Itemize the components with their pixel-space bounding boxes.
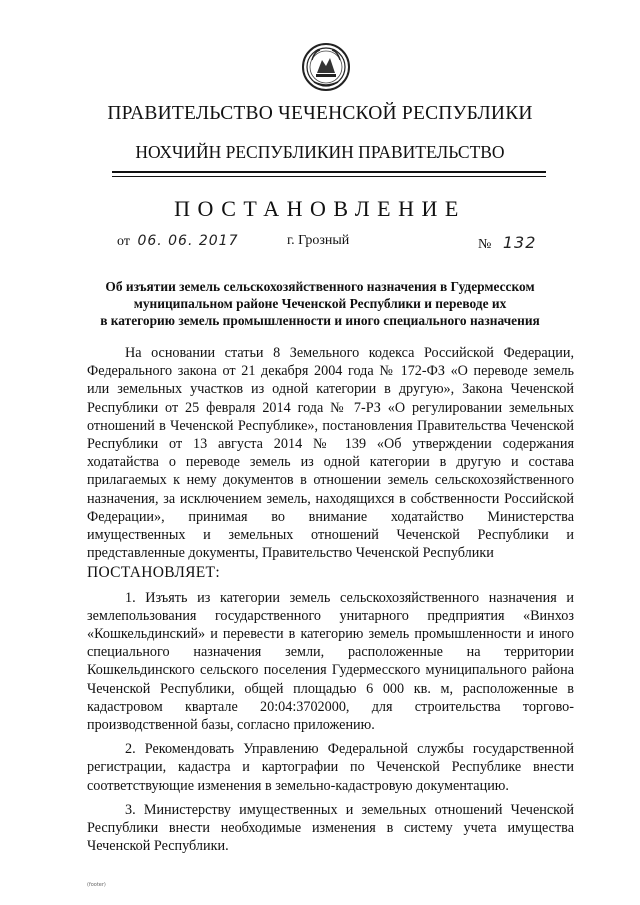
preamble-paragraph: На основании статьи 8 Земельного кодекса Российской Федерации, Федерального закона от 21 декабря 2004 года № 172-ФЗ «О переводе земель или земельных участков из одной категории в другую», Закона Чеченской Республики от 25 февраля 2014 года № 7-РЗ «О регулировании земельных отношений в Чеченской Республике», постановления Правительства Чеченской Республики от 13 августа 2014 № 139 «Об утверждении содержания ходатайства о переводе земель из одной категории в другую и состава прилагаемых к нему документов в отношении земель сельскохозяйственного назначения, за исключением земель, находящихся в собственности Российской Федерации», принимая во внимание ходатайство Министерства имущественных и земельных отношений Чеченской Республики и представленные документы, Правительство Чеченской Республики	[87, 345, 574, 562]
coat-of-arms-icon	[302, 42, 350, 92]
document-number-line	[478, 233, 536, 253]
document-body	[87, 344, 574, 855]
subject-line: в категорию земель промышленности и иного специального назначения	[100, 313, 540, 328]
document-date-line	[117, 233, 239, 250]
resolves-heading: ПОСТАНОВЛЯЕТ:	[87, 564, 220, 582]
subject-line: муниципальном районе Чеченской Республики и переводе их	[133, 296, 507, 311]
header-rule-thick	[112, 171, 546, 173]
item-paragraph-1: 1. Изъять из категории земель сельскохозяйственного назначения и землепользования государственного унитарного предприятия «Винхоз «Кошкельдинский» и перевести в категорию земель промышленности и иного специального назначения земли, расположенные на территории Кошкельдинского сельского поселения Гудермесского муниципального района Чеченской Республики, общей площадью 6 000 кв. м, расположенные в кадастровом квартале 20:04:3702000, для строительства торгово-производственной базы, согласно приложению.	[87, 589, 574, 734]
footer-note: (footer)	[87, 882, 106, 888]
document-city: г. Грозный	[287, 233, 350, 248]
document-subject	[0, 278, 640, 329]
item-paragraph-3: 3. Министерству имущественных и земельных отношений Чеченской Республики внести необходимые изменения в систему учета имущества Чеченской Республики.	[87, 801, 574, 855]
document-type: ПОСТАНОВЛЕНИЕ	[174, 196, 466, 221]
number-prefix: №	[478, 237, 492, 252]
subject-line: Об изъятии земель сельскохозяйственного назначения в Гудермесском	[105, 279, 535, 294]
date-prefix: от	[117, 234, 130, 249]
government-title: ПРАВИТЕЛЬСТВО ЧЕЧЕНСКОЙ РЕСПУБЛИКИ	[107, 103, 533, 124]
document-date: 06. 06. 2017	[137, 233, 239, 249]
document-number: 132	[502, 233, 537, 252]
government-title-chechen: НОХЧИЙН РЕСПУБЛИКИН ПРАВИТЕЛЬСТВО	[135, 142, 505, 162]
item-paragraph-2: 2. Рекомендовать Управлению Федеральной службы государственной регистрации, кадастра и картографии по Чеченской Республике внести соответствующие изменения в земельно-кадастровую документацию.	[87, 741, 574, 794]
header-rule-thin	[112, 176, 546, 177]
